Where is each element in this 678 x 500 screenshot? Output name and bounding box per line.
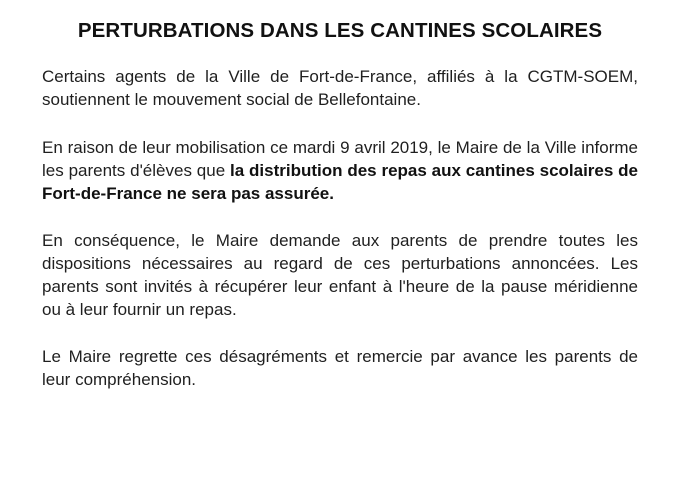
- paragraph-consequence: En conséquence, le Maire demande aux parents de prendre toutes les dispositions nécessaires au regard de ces perturbations annoncées. Les parents sont invités à récupérer leur enfant à l'heure de la pause méridienne ou à leur fournir un repas.: [42, 231, 638, 319]
- announcement-lead-text: En raison de leur mobilisation ce mardi 9 avril 2019, le Maire de la Ville informe les parents d'élèves que: [42, 138, 638, 180]
- paragraph-closing: Le Maire regrette ces désagréments et remercie par avance les parents de leur compréhension.: [42, 347, 638, 389]
- paragraph-announcement: [42, 136, 638, 205]
- announcement-emphasis-text: la distribution des repas aux cantines scolaires de Fort-de-France ne sera pas assurée.: [42, 161, 639, 203]
- notice-document: [42, 14, 638, 391]
- document-title: PERTURBATIONS DANS LES CANTINES SCOLAIRES: [77, 19, 603, 42]
- paragraph-affiliation: Certains agents de la Ville de Fort-de-France, affiliés à la CGTM-SOEM, soutiennent le mouvement social de Bellefontaine.: [42, 67, 638, 109]
